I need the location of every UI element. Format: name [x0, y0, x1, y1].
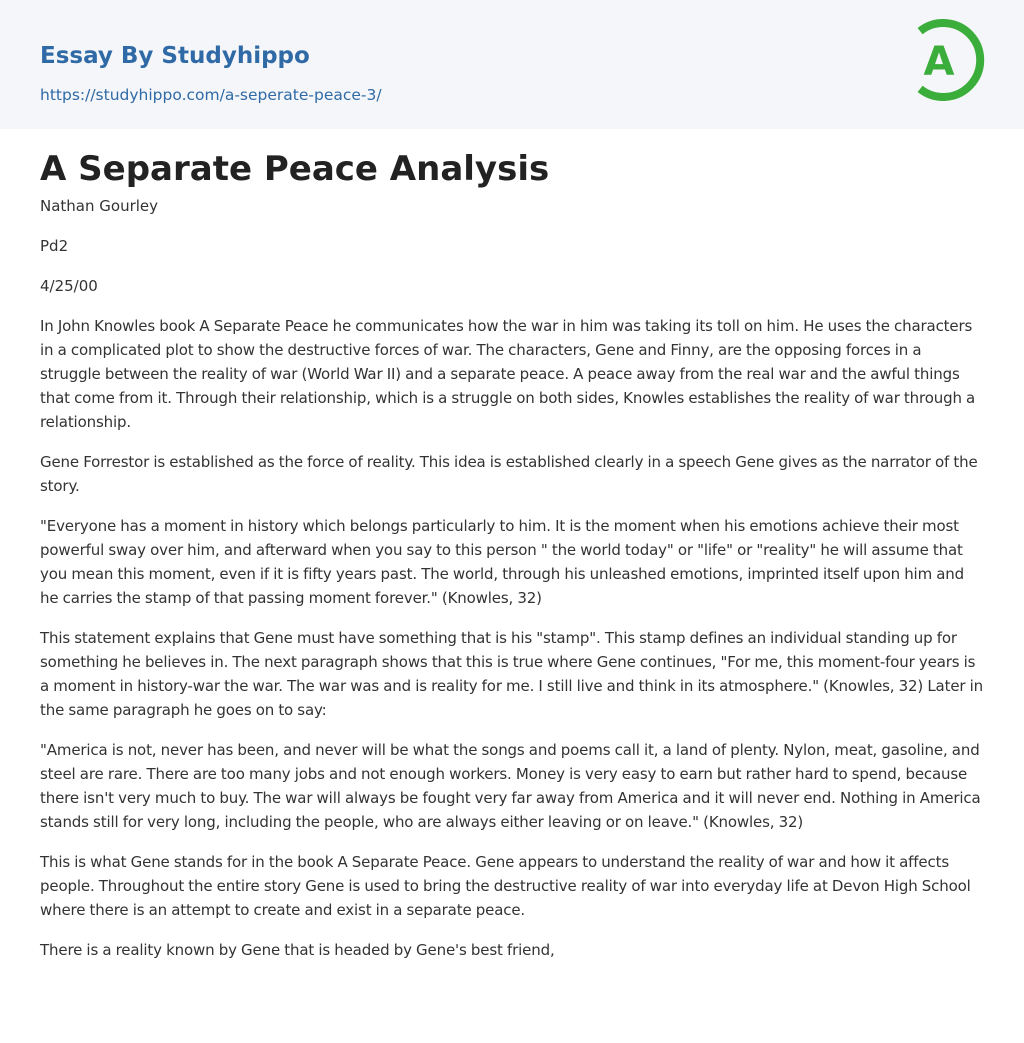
- essay-paragraph-5: "America is not, never has been, and never will be what the songs and poems call it, a land of plenty. Nylon, meat, gasoline, and steel are rare. There are too many jobs and not enough workers. Money is very easy to earn but rather hard to spend, because there isn't very much to buy. The war will always be fought very far away from America and it will never end. Nothing in America stands still for very long, including the people, who are always either leaving or on leave." (Knowles, 32): [40, 741, 981, 831]
- site-header: [0, 0, 1024, 129]
- essay-period: Pd2: [40, 237, 69, 255]
- essay-paragraph-7: There is a reality known by Gene that is headed by Gene's best friend,: [40, 941, 555, 959]
- page-title: A Separate Peace Analysis: [40, 149, 550, 189]
- essay-author: Nathan Gourley: [40, 197, 159, 215]
- logo-letter: A: [923, 39, 955, 85]
- essay-paragraph-6: This is what Gene stands for in the book A Separate Peace. Gene appears to understand the reality of war and how it affects people. Throughout the entire story Gene is used to bring the destructive reality of war into everyday life at Devon High School where there is an attempt to create and exist in a separate peace.: [40, 853, 971, 919]
- essay-url-link[interactable]: https://studyhippo.com/a-seperate-peace-3/: [40, 86, 382, 104]
- essay-content: [0, 129, 1024, 962]
- essay-paragraph-1: In John Knowles book A Separate Peace he communicates how the war in him was taking its toll on him. He uses the characters in a complicated plot to show the destructive forces of war. The characters, Gene and Finny, are the opposing forces in a struggle between the reality of war (World War II) and a separate peace. A peace away from the real war and the awful things that come from it. Through their relationship, which is a struggle on both sides, Knowles establishes the reality of war through a relationship.: [40, 317, 976, 431]
- studyhippo-logo-icon[interactable]: [908, 18, 988, 106]
- essay-paragraph-2: Gene Forrestor is established as the force of reality. This idea is established clearly in a speech Gene gives as the narrator of the story.: [40, 453, 978, 495]
- essay-paragraph-4: This statement explains that Gene must have something that is his "stamp". This stamp defines an individual standing up for something he believes in. The next paragraph shows that this is true where Gene continues, "For me, this moment-four years is a moment in history-war the war. The war was and is reality for me. I still live and think in its atmosphere." (Knowles, 32) Later in the same paragraph he goes on to say:: [40, 629, 984, 719]
- essay-date: 4/25/00: [40, 277, 98, 295]
- site-brand[interactable]: Essay By Studyhippo: [40, 43, 310, 69]
- essay-paragraph-3: "Everyone has a moment in history which belongs particularly to him. It is the moment when his emotions achieve their most powerful sway over him, and afterward when you say to this person " the world today" or "life" or "reality" he will assume that you mean this moment, even if it is fifty years past. The world, through his unleashed emotions, imprinted itself upon him and he carries the stamp of that passing moment forever." (Knowles, 32): [40, 517, 965, 607]
